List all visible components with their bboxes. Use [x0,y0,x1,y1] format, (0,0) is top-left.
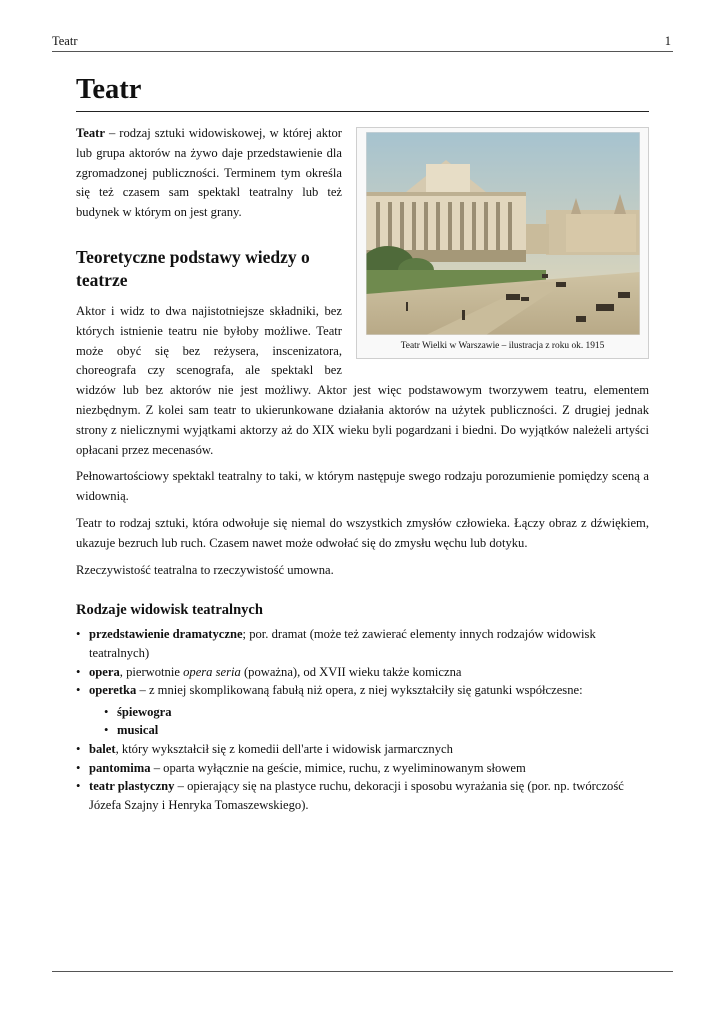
bullet: • [76,683,81,698]
list-item-term: przedstawienie dramatyczne [89,627,243,642]
nested-list-item [89,703,649,722]
list-item-text: , który wykształcił się z komedii dell'arte i widowisk jarmarcznych [115,741,453,756]
footer-rule [52,971,673,972]
article-title: Teatr [76,72,649,112]
bullet: • [104,704,109,719]
page-number: 1 [664,34,671,48]
list-item-term: balet [89,741,116,756]
bullet: • [76,741,81,756]
nested-list-item [89,721,649,740]
bullet: • [76,627,81,642]
theory-paragraph-1: Aktor i widz to dwa najistotniejsze składniki, bez których istnienie teatru nie byłoby możliwe. Teatr może obyć się bez reżysera, inscenizatora, choreografa czy scenografa, ale spektakl bez widzów lub bez aktorów nie jest możliwy. Aktor jest więc podstawowym tworzywem teatru, elementem niezbędnym. Z kolei sam teatr to ukierunkowane działania aktorów na użytek publiczności. Z drugiej jednak strony z nielicznymi wyjątkami aktorzy aż do XIX wieku byli pogardzani i biedni. Do wyjątków należeli artyści opłacani przez mecenasów. [76,303,649,457]
list-item-text: ; por. dramat (może też zawierać elementy innych rodzajów widowisk teatralnych) [89,627,596,660]
types-list [76,625,649,814]
list-item-term: teatr plastyczny [89,779,175,794]
article-body [76,72,649,814]
list-item-text: (poważna), od XVII wieku także komiczna [240,664,462,679]
nested-item-term: musical [117,723,159,738]
list-item [76,777,649,814]
theory-paragraph-2: Pełnowartościowy spektakl teatralny to taki, w którym następuje swego rodzaju porozumienie pomiędzy sceną a widownią. [76,469,649,504]
section-heading-types: Rodzaje widowisk teatralnych [76,602,263,619]
list-item-text: – z mniej skomplikowaną fabułą niż opera, z niej wykształciły się gatunki współczesne: [136,683,583,698]
section-heading-theory: Teoretyczne podstawy wiedzy o teatrze [76,246,310,290]
intro-text: – rodzaj sztuki widowiskowej, w której aktor lub grupa aktorów na żywo daje przedstawienie dla zgromadzonej publiczności. Terminem tym określa się też czasem sam spektakl teatralny lub też budynek w którym on jest grany. [76,126,342,220]
teatr-wielki-illustration [366,132,640,335]
figure-caption: Teatr Wielki w Warszawie – ilustracja z roku ok. 1915 [400,341,605,351]
header-rule [52,51,673,52]
list-item [76,740,649,759]
bullet: • [76,779,81,794]
page-header-title: Teatr [52,34,78,48]
theory-paragraph-3: Teatr to rodzaj sztuki, która odwołuje się niemal do wszystkich zmysłów człowieka. Łączy obraz z dźwiękiem, ukazuje bezruch lub ruch. Czasem nawet może odwołać się do zmysłu węchu lub dotyku. [76,515,649,550]
nested-list [89,703,649,740]
figure-teatr-wielki [356,127,649,359]
list-item-term: opera [89,664,120,679]
list-item-term: pantomima [89,760,151,775]
list-item-term: operetka [89,683,137,698]
bullet: • [76,664,81,679]
list-item-italic: opera seria [183,664,241,679]
list-item [76,681,649,740]
intro-term: Teatr [76,126,105,140]
list-item-text: – oparta wyłącznie na geście, mimice, ruchu, z wyeliminowanym słowem [150,760,526,775]
list-item-text: – opierający się na plastyce ruchu, dekoracji i sposobu wyrażania się (por. np. twórczość Józefa Szajny i Henryka Tomaszewskiego). [89,779,624,812]
bullet: • [104,723,109,738]
nested-item-term: śpiewogra [117,704,172,719]
list-item [76,759,649,778]
list-item-text: , pierwotnie [119,664,184,679]
theory-paragraph-4: Rzeczywistość teatralna to rzeczywistość umowna. [76,562,334,577]
bullet: • [76,760,81,775]
list-item [76,663,649,682]
list-item [76,625,649,662]
